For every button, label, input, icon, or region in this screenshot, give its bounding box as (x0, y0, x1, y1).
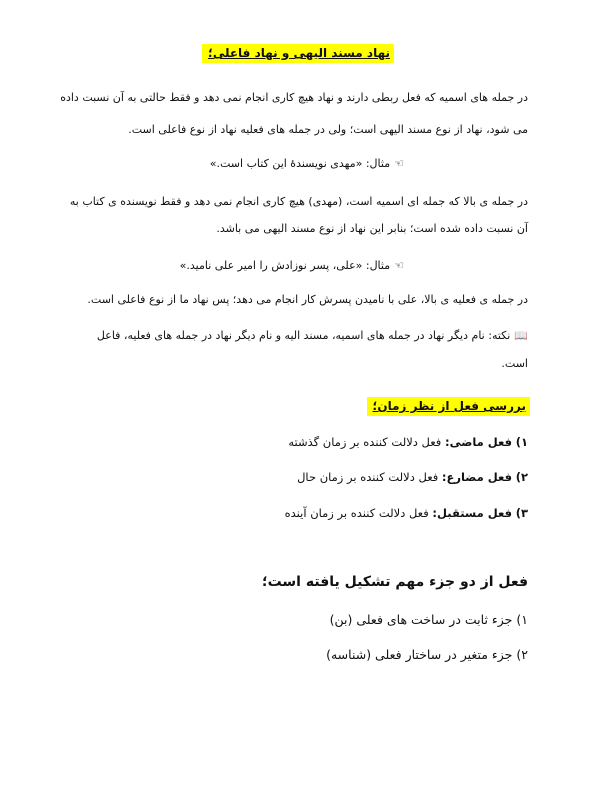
paragraph-3: در جمله ی فعلیه ی بالا، علی با نامیدن پسرش کار انجام می دهد؛ پس نهاد ما از نوع فاعلی است. (87, 293, 528, 306)
list-item-present: ۲) فعل مضارع: فعل دلالت کننده بر زمان حال (297, 470, 528, 484)
paragraph-1-line-2: می شود، نهاد از نوع مسند الیهی است؛ ولی در جمله های فعلیه نهاد از نوع فاعلی است. (128, 123, 528, 136)
example-2: ☜مثال: «علی، پسر نوزادش را امیر علی نامید.» (179, 259, 404, 272)
heading-verb-tense: بررسی فعل از نظر زمان؛ (367, 397, 530, 416)
note-line-2: است. (501, 357, 528, 370)
paragraph-2-line-1: در جمله ی بالا که جمله ای اسمیه است، (مهدی) هیچ کاری انجام نمی دهد و فقط نویسنده ی کتاب به (69, 195, 528, 208)
example-1: ☜مثال: «مهدی نویسندهٔ این کتاب است.» (209, 157, 404, 170)
paragraph-1-line-1: در جمله های اسمیه که فعل ربطی دارند و نهاد هیچ کاری انجام نمی دهد و فقط حالتی به آن نسبت داده (60, 91, 528, 104)
hand-pointing-icon: ☜ (394, 259, 404, 272)
list-item-past: ۱) فعل ماضی: فعل دلالت کننده بر زمان گذشته (288, 435, 528, 449)
paragraph-2-line-2: آن نسبت داده شده است؛ بنابر این نهاد از نوع مسند الیهی می باشد. (216, 222, 528, 235)
hand-pointing-icon: ☜ (394, 157, 404, 170)
list-item-future: ۳) فعل مستقبل: فعل دلالت کننده بر زمان آینده (284, 506, 528, 520)
heading-nahad-types: نهاد مسند الیهی و نهاد فاعلی؛ (202, 44, 394, 63)
list-item-suffix: ۲) جزء متغیر در ساختار فعلی (شناسه) (326, 647, 528, 662)
note-line-1: 📖نکته: نام دیگر نهاد در جمله های اسمیه، مسند الیه و نام دیگر نهاد در جمله های فعلیه، فاعل (96, 329, 528, 342)
heading-verb-parts: فعل از دو جزء مهم تشکیل یافته است؛ (262, 574, 528, 590)
list-item-stem: ۱) جزء ثابت در ساخت های فعلی (بن) (329, 612, 528, 627)
book-icon: 📖 (514, 329, 528, 342)
